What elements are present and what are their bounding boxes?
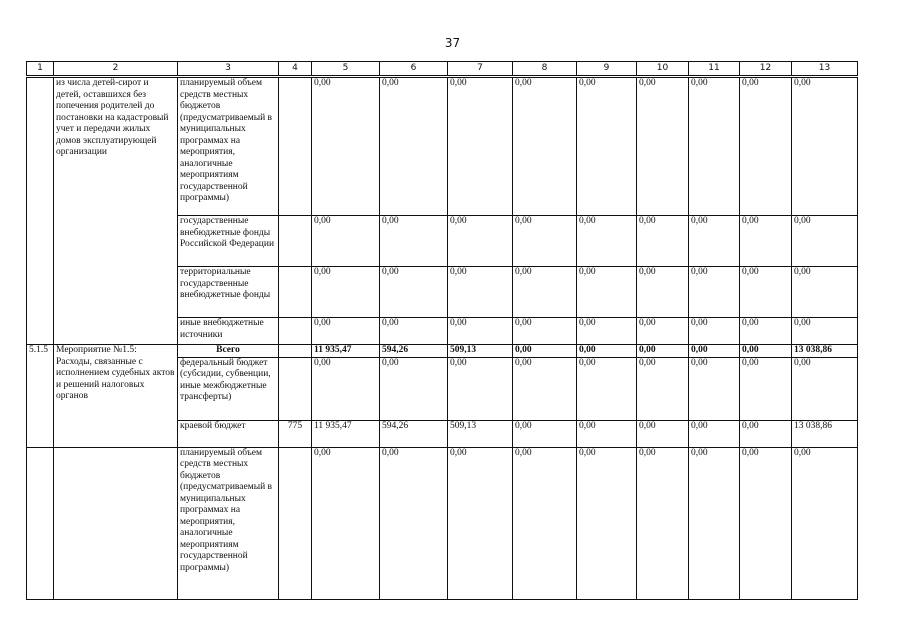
value-cell: 0,00	[740, 318, 792, 345]
column-header: 6	[380, 62, 448, 77]
column-header: 9	[577, 62, 637, 77]
value-cell: 0,00	[380, 77, 448, 216]
item-name-cell	[54, 447, 178, 599]
value-cell: 594,26	[380, 420, 448, 447]
page-number: 37	[444, 36, 461, 50]
column-header: 3	[178, 62, 279, 77]
value-cell: 0,00	[689, 357, 740, 420]
table-row	[27, 77, 858, 216]
value-cell: 0,00	[513, 420, 577, 447]
value-cell: 0,00	[689, 216, 740, 267]
value-cell: 0,00	[312, 216, 380, 267]
column-header: 2	[54, 62, 178, 77]
value-cell: 0,00	[792, 216, 858, 267]
code-cell	[279, 357, 312, 420]
code-cell: 775	[279, 420, 312, 447]
value-cell: 0,00	[637, 420, 689, 447]
code-cell	[279, 447, 312, 599]
value-cell: 509,13	[448, 345, 513, 358]
source-cell-total: Всего	[178, 345, 279, 358]
value-cell: 0,00	[312, 77, 380, 216]
source-cell: планируемый объем средств местных бюджетов (предусматриваемый в муниципальных программах на мероприятия, аналогичные мероприятиям государственной программы)	[178, 447, 279, 599]
value-cell: 0,00	[637, 357, 689, 420]
value-cell: 0,00	[740, 345, 792, 358]
value-cell: 0,00	[577, 345, 637, 358]
source-cell: федеральный бюджет (субсидии, субвенции, иные межбюджетные трансферты)	[178, 357, 279, 420]
value-cell: 0,00	[689, 420, 740, 447]
value-cell: 0,00	[380, 447, 448, 599]
value-cell: 0,00	[448, 447, 513, 599]
item-name-cell: Мероприятие №1.5: Расходы, связанные с исполнением судебных актов и решений налоговых органов	[54, 345, 178, 448]
value-cell: 0,00	[513, 77, 577, 216]
value-cell: 0,00	[637, 77, 689, 216]
column-header: 10	[637, 62, 689, 77]
value-cell: 0,00	[577, 447, 637, 599]
code-cell	[279, 318, 312, 345]
value-cell: 0,00	[513, 357, 577, 420]
source-cell: государственные внебюджетные фонды Российской Федерации	[178, 216, 279, 267]
value-cell: 0,00	[448, 77, 513, 216]
column-header: 4	[279, 62, 312, 77]
value-cell: 0,00	[577, 318, 637, 345]
value-cell: 13 038,86	[792, 345, 858, 358]
value-cell: 0,00	[380, 318, 448, 345]
value-cell: 0,00	[577, 216, 637, 267]
value-cell: 0,00	[513, 447, 577, 599]
source-cell: территориальные государственные внебюджетные фонды	[178, 267, 279, 318]
value-cell: 0,00	[637, 216, 689, 267]
value-cell: 0,00	[637, 318, 689, 345]
value-cell: 0,00	[740, 216, 792, 267]
value-cell: 0,00	[689, 267, 740, 318]
source-cell: иные внебюджетные источники	[178, 318, 279, 345]
value-cell: 0,00	[577, 357, 637, 420]
value-cell: 0,00	[380, 357, 448, 420]
item-name-cell: из числа детей-сирот и детей, оставшихся без попечения родителей до постановки на кадастровый учет и передачи жилых домов эксплуатирующей организации	[54, 77, 178, 345]
value-cell: 0,00	[312, 318, 380, 345]
value-cell: 0,00	[312, 267, 380, 318]
code-cell	[279, 267, 312, 318]
value-cell: 0,00	[448, 318, 513, 345]
value-cell: 0,00	[637, 345, 689, 358]
value-cell: 0,00	[689, 447, 740, 599]
code-cell	[279, 345, 312, 358]
value-cell: 0,00	[448, 267, 513, 318]
item-number-cell	[27, 77, 54, 345]
value-cell: 0,00	[792, 267, 858, 318]
column-number-row	[27, 62, 858, 77]
value-cell: 13 038,86	[792, 420, 858, 447]
budget-table	[26, 61, 858, 600]
value-cell: 0,00	[513, 318, 577, 345]
column-header: 11	[689, 62, 740, 77]
value-cell: 0,00	[513, 345, 577, 358]
value-cell: 0,00	[448, 357, 513, 420]
value-cell: 0,00	[792, 357, 858, 420]
table-row	[27, 345, 858, 358]
table-row	[27, 447, 858, 599]
item-number-cell: 5.1.5	[27, 345, 54, 448]
value-cell: 0,00	[380, 267, 448, 318]
value-cell: 0,00	[740, 420, 792, 447]
value-cell: 0,00	[689, 318, 740, 345]
value-cell: 0,00	[312, 447, 380, 599]
value-cell: 0,00	[792, 77, 858, 216]
value-cell: 0,00	[380, 216, 448, 267]
value-cell: 0,00	[740, 357, 792, 420]
value-cell: 0,00	[513, 267, 577, 318]
value-cell: 509,13	[448, 420, 513, 447]
value-cell: 0,00	[637, 447, 689, 599]
column-header: 12	[740, 62, 792, 77]
column-header: 7	[448, 62, 513, 77]
column-header: 5	[312, 62, 380, 77]
value-cell: 0,00	[689, 77, 740, 216]
column-header: 8	[513, 62, 577, 77]
value-cell: 0,00	[448, 216, 513, 267]
value-cell: 0,00	[312, 357, 380, 420]
item-number-cell	[27, 447, 54, 599]
value-cell: 11 935,47	[312, 345, 380, 358]
value-cell: 0,00	[577, 420, 637, 447]
source-cell: планируемый объем средств местных бюджетов (предусматриваемый в муниципальных программах на мероприятия, аналогичные мероприятиям государственной программы)	[178, 77, 279, 216]
value-cell: 0,00	[792, 447, 858, 599]
value-cell: 0,00	[577, 267, 637, 318]
column-header: 1	[27, 62, 54, 77]
value-cell: 0,00	[740, 77, 792, 216]
value-cell: 0,00	[740, 447, 792, 599]
value-cell: 0,00	[792, 318, 858, 345]
code-cell	[279, 216, 312, 267]
value-cell: 11 935,47	[312, 420, 380, 447]
value-cell: 0,00	[740, 267, 792, 318]
source-cell: краевой бюджет	[178, 420, 279, 447]
value-cell: 0,00	[513, 216, 577, 267]
code-cell	[279, 77, 312, 216]
column-header: 13	[792, 62, 858, 77]
value-cell: 594,26	[380, 345, 448, 358]
value-cell: 0,00	[637, 267, 689, 318]
value-cell: 0,00	[689, 345, 740, 358]
value-cell: 0,00	[577, 77, 637, 216]
